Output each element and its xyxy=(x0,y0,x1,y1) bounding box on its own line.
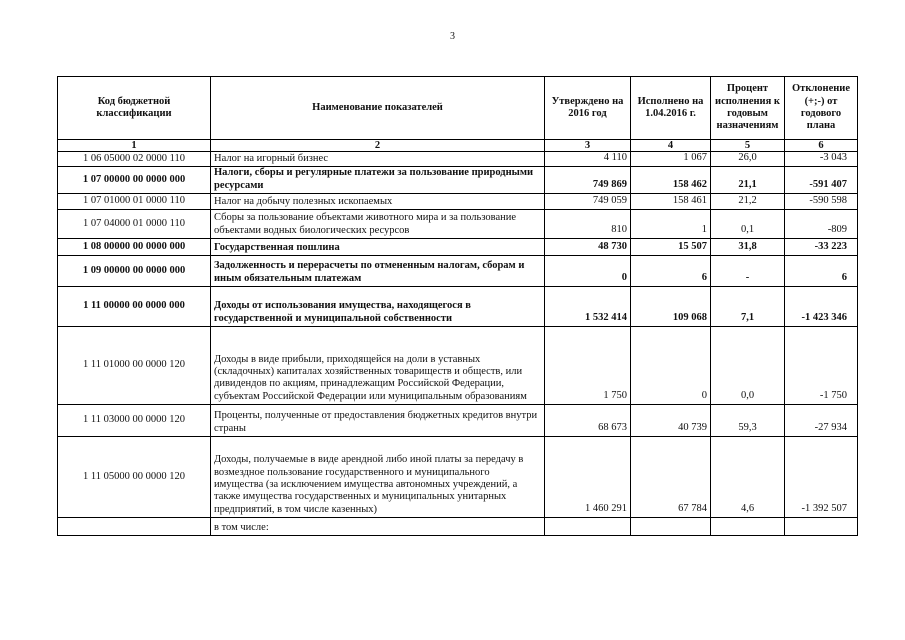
percent-value: 21,1 xyxy=(711,167,785,194)
executed-value: 40 739 xyxy=(631,405,711,437)
table-row xyxy=(58,239,858,256)
table-row xyxy=(58,518,858,536)
approved-value: 810 xyxy=(545,210,631,239)
budget-code: 1 07 00000 00 0000 000 xyxy=(58,167,211,194)
table-row xyxy=(58,194,858,210)
table-row xyxy=(58,405,858,437)
budget-code: 1 06 05000 02 0000 110 xyxy=(58,152,211,167)
header-percent: Процент исполнения к годовым назначениям xyxy=(711,77,785,140)
executed-value: 6 xyxy=(631,256,711,287)
indicator-name: Доходы, получаемые в виде арендной либо иной платы за передачу в возмездное пользование государственного и муниципального имущества (за исключением имущества автономных учреждений, а также имущества государственных и муниципальных унитарных предприятий, в том числе казенных) xyxy=(211,437,545,518)
column-number: 4 xyxy=(631,140,711,152)
deviation-value xyxy=(785,518,858,536)
deviation-value: -809 xyxy=(785,210,858,239)
indicator-name: Доходы в виде прибыли, приходящейся на доли в уставных (складочных) капиталах хозяйственных товариществ и обществ, или дивидендов по акциям, принадлежащим Российской Федерации, субъектам Российской Федерации или муниципальным образованиям xyxy=(211,327,545,405)
indicator-name: Сборы за пользование объектами животного мира и за пользование объектами водных биологических ресурсов xyxy=(211,210,545,239)
table-row xyxy=(58,327,858,405)
header-approved: Утверждено на 2016 год xyxy=(545,77,631,140)
budget-code: 1 11 05000 00 0000 120 xyxy=(58,437,211,518)
column-number: 1 xyxy=(58,140,211,152)
executed-value xyxy=(631,518,711,536)
budget-code: 1 09 00000 00 0000 000 xyxy=(58,256,211,287)
approved-value: 1 460 291 xyxy=(545,437,631,518)
budget-execution-table xyxy=(57,76,858,536)
indicator-name: Задолженность и перерасчеты по отмененным налогам, сборам и иным обязательным платежам xyxy=(211,256,545,287)
approved-value: 48 730 xyxy=(545,239,631,256)
executed-value: 67 784 xyxy=(631,437,711,518)
column-number: 3 xyxy=(545,140,631,152)
budget-code: 1 07 01000 01 0000 110 xyxy=(58,194,211,210)
percent-value xyxy=(711,518,785,536)
percent-value: 0,1 xyxy=(711,210,785,239)
percent-value: 59,3 xyxy=(711,405,785,437)
percent-value: 21,2 xyxy=(711,194,785,210)
indicator-name: Доходы от использования имущества, находящегося в государственной и муниципальной собственности xyxy=(211,287,545,327)
header-code: Код бюджетной классификации xyxy=(58,77,211,140)
column-number: 2 xyxy=(211,140,545,152)
deviation-value: -1 423 346 xyxy=(785,287,858,327)
budget-code: 1 11 01000 00 0000 120 xyxy=(58,327,211,405)
budget-code: 1 07 04000 01 0000 110 xyxy=(58,210,211,239)
percent-value: 4,6 xyxy=(711,437,785,518)
table-row xyxy=(58,167,858,194)
deviation-value: -3 043 xyxy=(785,152,858,167)
table-header-row xyxy=(58,77,858,140)
table-row xyxy=(58,152,858,167)
deviation-value: -591 407 xyxy=(785,167,858,194)
deviation-value: 6 xyxy=(785,256,858,287)
table-row xyxy=(58,256,858,287)
percent-value: 31,8 xyxy=(711,239,785,256)
approved-value: 0 xyxy=(545,256,631,287)
executed-value: 158 462 xyxy=(631,167,711,194)
column-number: 5 xyxy=(711,140,785,152)
executed-value: 1 067 xyxy=(631,152,711,167)
header-deviation: Отклонение (+;-) от годового плана xyxy=(785,77,858,140)
approved-value xyxy=(545,518,631,536)
executed-value: 158 461 xyxy=(631,194,711,210)
budget-code: 1 08 00000 00 0000 000 xyxy=(58,239,211,256)
header-name: Наименование показателей xyxy=(211,77,545,140)
budget-code: 1 11 00000 00 0000 000 xyxy=(58,287,211,327)
percent-value: 7,1 xyxy=(711,287,785,327)
table-row xyxy=(58,287,858,327)
deviation-value: -33 223 xyxy=(785,239,858,256)
indicator-name: в том числе: xyxy=(211,518,545,536)
column-number: 6 xyxy=(785,140,858,152)
deviation-value: -590 598 xyxy=(785,194,858,210)
approved-value: 68 673 xyxy=(545,405,631,437)
budget-code xyxy=(58,518,211,536)
deviation-value: -1 750 xyxy=(785,327,858,405)
indicator-name: Государственная пошлина xyxy=(211,239,545,256)
executed-value: 15 507 xyxy=(631,239,711,256)
deviation-value: -1 392 507 xyxy=(785,437,858,518)
table-row xyxy=(58,210,858,239)
approved-value: 1 532 414 xyxy=(545,287,631,327)
executed-value: 109 068 xyxy=(631,287,711,327)
approved-value: 4 110 xyxy=(545,152,631,167)
budget-code: 1 11 03000 00 0000 120 xyxy=(58,405,211,437)
indicator-name: Налоги, сборы и регулярные платежи за пользование природными ресурсами xyxy=(211,167,545,194)
page-number: 3 xyxy=(450,31,455,42)
percent-value: 26,0 xyxy=(711,152,785,167)
executed-value: 0 xyxy=(631,327,711,405)
indicator-name: Проценты, полученные от предоставления бюджетных кредитов внутри страны xyxy=(211,405,545,437)
table-row xyxy=(58,437,858,518)
approved-value: 749 869 xyxy=(545,167,631,194)
indicator-name: Налог на игорный бизнес xyxy=(211,152,545,167)
percent-value: - xyxy=(711,256,785,287)
header-executed: Исполнено на 1.04.2016 г. xyxy=(631,77,711,140)
approved-value: 1 750 xyxy=(545,327,631,405)
executed-value: 1 xyxy=(631,210,711,239)
percent-value: 0,0 xyxy=(711,327,785,405)
indicator-name: Налог на добычу полезных ископаемых xyxy=(211,194,545,210)
column-number-row xyxy=(58,140,858,152)
deviation-value: -27 934 xyxy=(785,405,858,437)
approved-value: 749 059 xyxy=(545,194,631,210)
